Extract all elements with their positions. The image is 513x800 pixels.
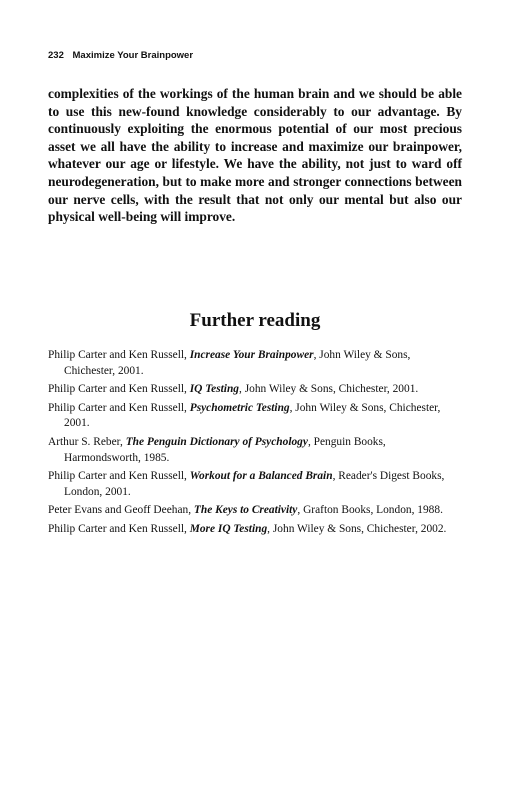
reference-publication: , John Wiley & Sons, Chichester, 2001. [64, 349, 411, 377]
reference-publication: , Grafton Books, London, 1988. [297, 504, 443, 517]
reference-publication: , Reader's Digest Books, London, 2001. [64, 470, 445, 498]
running-header [48, 50, 193, 61]
reference-title: More IQ Testing [189, 522, 268, 535]
reference-item [48, 401, 464, 432]
reference-item [48, 469, 464, 500]
reference-authors: Philip Carter and Ken Russell, [48, 383, 190, 396]
reference-publication: , John Wiley & Sons, Chichester, 2001. [239, 383, 419, 396]
reference-authors: Philip Carter and Ken Russell, [48, 470, 190, 483]
reference-title: IQ Testing [189, 383, 240, 396]
reference-item [48, 348, 464, 379]
reference-publication: , John Wiley & Sons, Chichester, 2002. [267, 522, 447, 535]
reference-list [48, 348, 464, 541]
reference-authors: Philip Carter and Ken Russell, [48, 522, 190, 535]
reference-title: Workout for a Balanced Brain [189, 470, 333, 483]
reference-authors: Peter Evans and Geoff Deehan, [48, 504, 194, 517]
running-title: Maximize Your Brainpower [72, 50, 194, 61]
reference-title: The Penguin Dictionary of Psychology [125, 435, 308, 448]
reference-item [48, 522, 464, 538]
reference-item [48, 503, 464, 519]
reference-title: Psychometric Testing [189, 401, 290, 414]
reference-title: Increase Your Brainpower [189, 349, 314, 361]
reference-item [48, 435, 464, 466]
reference-title: The Keys to Creativity [193, 504, 298, 517]
reference-publication: , Penguin Books, Harmondsworth, 1985. [64, 435, 386, 464]
reference-authors: Philip Carter and Ken Russell, [48, 349, 190, 361]
body-paragraph: complexities of the workings of the human brain and we should be able to use this new-found knowledge considerably to our advantage. By continuously exploiting the enormous potential of our most precious asset we all have the ability to increase and maximize our brainpower, whatever our age or lifestyle. We have the ability, not just to ward off neurodegeneration, but to make more and stronger connections between our nerve cells, with the result that not only our mental but also our physical well-being will improve. [48, 86, 462, 225]
reference-publication: , John Wiley & Sons, Chichester, 2001. [64, 401, 441, 430]
reference-item [48, 382, 464, 398]
section-heading: Further reading [189, 310, 321, 331]
reference-authors: Philip Carter and Ken Russell, [48, 401, 190, 414]
reference-authors: Arthur S. Reber, [48, 435, 126, 448]
page-number: 232 [48, 50, 64, 61]
